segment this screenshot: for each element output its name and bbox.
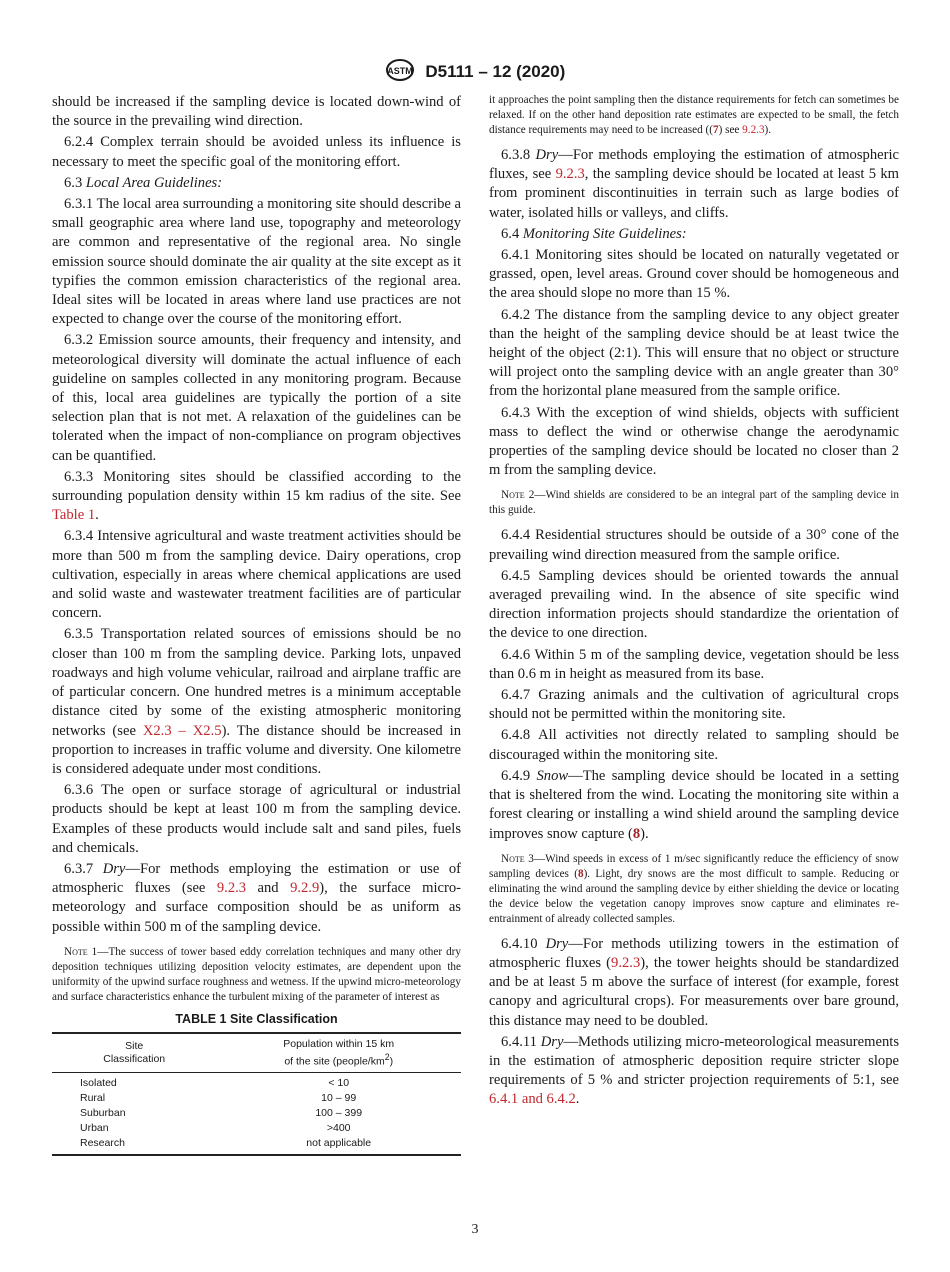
text: 6.4.10 [501,935,546,952]
citation-link[interactable]: 8 [632,825,641,842]
text: 6.4.4 Residential structures should be outside of a 30° cone of the prevailing wind direction measured from the sample orifice. [489,527,899,563]
population-cell: 100 – 399 [315,1107,363,1120]
site-class-cell: Isolated [80,1077,117,1090]
text: 6.4.2 The distance from the sampling device to any object greater than the height of the sampling device should be at least twice the height of the object (2:1). This will ensure that no object or structure will project onto the sampling device with an angle greater than 30° from the horizontal plane measured from the sample orifice. [489,306,899,400]
text: . [575,1091,580,1108]
text: 6.4 [501,225,523,242]
cross-reference-link[interactable]: 9.2.3 [555,166,585,183]
text: Local Area Guidelines: [85,174,223,191]
site-class-cell: Research [52,1136,216,1155]
note [52,945,461,1005]
table-caption: TABLE 1 Site Classification [175,1011,338,1026]
paragraph [489,935,899,1031]
cross-reference-link[interactable]: 9.2.3 [611,954,641,971]
table-row [52,1106,461,1121]
table-row [52,1136,461,1155]
cross-reference-link[interactable]: 6.4.1 and 6.4.2 [489,1091,576,1108]
paragraph [489,146,899,223]
paragraph [489,225,899,244]
citation-link[interactable]: 8 [577,867,584,880]
cross-reference-link[interactable]: 9.2.9 [290,880,320,897]
note [489,852,899,927]
site-class-cell: Urban [80,1122,109,1135]
header-line: of the site (people/km [284,1055,385,1068]
text: , the sampling device should be located at least 5 km from prominent discontinuities in terrain such as large bodies of water, isolated hills or valleys, and cliffs. [489,166,899,221]
paragraph [489,306,899,402]
text: . [95,507,99,524]
text: ). The distance should be increased in proportion to increases in traffic volume and diversity. One kilometre is considered adequate under most conditions. [52,722,461,777]
text: Dry [535,147,559,163]
site-class-cell: Rural [80,1092,106,1105]
table-row [52,1121,461,1136]
cross-reference-link[interactable]: Table 1 [52,507,96,524]
text: 1—The success of tower based eddy correlation techniques and many other dry deposition techniques utilizing deposition velocity estimates, are dependent upon the uniformity of the upwind surface roughness and wetness. If the upwind micro-meteorology and surface characteristics enhance the turbulent mixing of the parameter of interest as [52,945,461,1003]
cross-reference-link[interactable]: 9.2.3 [216,880,247,897]
paragraph [489,246,899,304]
text: ), the surface micro-meteorology and surface composition should be as uniform as possible within 500 m of the sampling device. [52,880,461,935]
page-number: 3 [471,1222,479,1237]
text: 3—Wind speeds in excess of 1 m/sec significantly reduce the efficiency of snow sampling devices ( [489,852,899,880]
text: 6.3.8 [501,147,536,163]
paragraph [489,767,899,844]
text: 2—Wind shields are considered to be an integral part of the sampling device in this guide. [489,489,899,517]
text: ). Light, dry snows are the most difficult to sample. Reducing or eliminating the wind around the sampling device by either shielding the device or locating the device below the vegetation canopy improves snow capture and eliminates re-entrainment of already collected samples. [489,867,899,925]
text: 6.4.3 With the exception of wind shields, objects with sufficient mass to deflect the wind or otherwise change the aerodynamic properties of the sampling device should be located no closer than 2 m from the sampling device. [489,404,899,479]
header-line: Site [125,1039,144,1052]
table-row [52,1073,461,1092]
paragraph [52,133,461,171]
paragraph [52,781,461,858]
text: should be increased if the sampling device is located down-wind of the source in the prevailing wind direction. [52,94,461,130]
designation: D5111 – 12 (2020) [425,61,566,81]
astm-logo-icon [385,58,415,87]
text: it approaches the point sampling then the distance requirements for fetch can sometimes be relaxed. If on the other hand deposition rate estimates are expected to be small, the fetch distance requirements may need to be increased (( [489,94,899,136]
population-cell: >400 [326,1122,351,1135]
paragraph [489,1033,899,1110]
text: 6.4.5 Sampling devices should be oriented towards the annual averaged prevailing wind. In the absence of site specific wind direction information projects should standardize the orientation of the device to one direction. [489,567,899,642]
text: Note [64,945,88,958]
text: —Methods utilizing micro-meteorological measurements in the estimation of atmospheric deposition require stricter slope requirements of 5 % and stricter projection requirements of 5:1, see [489,1033,900,1089]
text: ), the tower heights should be standardized and be at least 5 m above the surface of interest (for example, forest canopy and agricultural crops). For measurements over bare ground, this distance may need to be doubled. [489,954,899,1029]
paragraph [489,646,899,684]
site-classification-table [52,1013,461,1157]
paragraph [489,726,899,764]
paragraph [52,331,461,465]
text: 6.4.1 Monitoring sites should be located on naturally vegetated or grassed, open, level areas. Ground cover should be homogeneous and the area should slope no more than 15 %. [489,247,899,302]
superscript: 2 [384,1051,390,1062]
text: 6.2.4 Complex terrain should be avoided unless its influence is necessary to meet the specific goal of the monitoring effort. [52,134,461,170]
text: 6.3.1 The local area surrounding a monitoring site should describe a small geographic area where land use, topography and meteorology are common and representative of the regional area. No single emission source should dominate the air quality at the site except as it typifies the common emission characteristics of the regional area. Ideal sites will be located in areas where land use practices are not expected to change over the course of the monitoring effort. [52,196,461,328]
text: —For methods employing the estimation or use of atmospheric fluxes (see [52,860,461,897]
paragraph [52,625,461,779]
text: 6.3.4 Intensive agricultural and waste treatment activities should be more than 500 m from the sampling device. Dairy operations, crop cultivation, especially in areas where chemical applications are used and solid waste and wastewater treatment facilities are of particular concern. [52,528,461,622]
text: Note [501,852,525,865]
text: Snow [536,767,569,784]
text: 6.3 [64,174,86,191]
population-cell: not applicable [216,1136,461,1155]
text: ) see [718,124,743,136]
text: 6.4.7 Grazing animals and the cultivation of agricultural crops should not be permitted within the monitoring site. [489,687,899,723]
paragraph [489,404,899,481]
text: —The sampling device should be located in a setting that is sheltered from the wind. Locating the monitoring site within a forest clearing or installing a wind shield around the sampling device improves snow capture ( [489,767,899,842]
note [489,93,899,138]
text: Dry [545,935,569,952]
cross-reference-link[interactable]: 9.2.3 [742,124,765,136]
table-row [52,1091,461,1106]
paragraph [52,468,461,526]
header-line: Population within 15 km [283,1037,395,1050]
text: 6.3.5 Transportation related sources of emissions should be no closer than 100 m from the sampling device. Parking lots, unpaved roadways and high volume vehicular, railroad and airplane traffic are of particular concern. One hundred metres is a minimum acceptable distance cited by some of the existing atmospheric monitoring networks (see [52,626,461,739]
right-column [489,93,899,1112]
page-header [0,58,950,87]
text: 6.4.8 All activities not directly related to sampling should be discouraged within the monitoring site. [489,727,899,763]
text: Monitoring Site Guidelines: [522,225,687,242]
header-line: ) [389,1055,394,1068]
text: ). [764,124,772,136]
text: 6.3.3 Monitoring sites should be classified according to the surrounding population density within 15 km radius of the site. See [52,468,461,505]
text: 6.4.6 Within 5 m of the sampling device, vegetation should be less than 0.6 m in height as measured from its base. [489,646,899,682]
paragraph [52,174,461,193]
site-class-cell: Suburban [80,1107,126,1120]
paragraph [52,195,461,329]
paragraph [52,93,461,131]
text: —For methods utilizing towers in the estimation of atmospheric fluxes ( [489,935,899,971]
paragraph [489,567,899,644]
text: ). [640,825,649,842]
left-column [52,93,461,1156]
text: Dry [540,1033,564,1050]
text: 6.4.11 [501,1033,541,1050]
text: —For methods employing the estimation of atmospheric fluxes, see [489,147,899,183]
text: Dry [102,860,126,877]
note [489,488,899,518]
text: 6.3.7 [64,860,103,877]
citation-link[interactable]: 7 [712,124,719,136]
table-header [216,1033,461,1073]
population-cell: < 10 [328,1077,350,1090]
table-header [52,1033,216,1073]
text: 6.3.6 The open or surface storage of agricultural or industrial products should be kept at least 100 m from the sampling device. Examples of these products would include salt and sand piles, fuels and chemicals. [52,782,461,856]
paragraph [489,686,899,724]
paragraph [52,860,461,937]
population-cell: 10 – 99 [321,1092,357,1105]
paragraph [52,527,461,623]
cross-reference-link[interactable]: X2.3 – X2.5 [142,722,222,739]
text: Note [501,489,525,502]
svg-text:ASTM: ASTM [386,66,413,76]
text: 6.4.9 [501,767,537,784]
paragraph [489,526,899,564]
text: 6.3.2 Emission source amounts, their frequency and intensity, and meteorological diversity will dominate the actual influence of each guideline on samples collected in any monitoring program. Because of this, local area guidelines are typically the portion of a site selection plan that is not met. A relaxation of the guidelines can be tolerated when the impact of non-compliance on program objectives can be quantified. [52,332,461,464]
header-line: Classification [103,1052,166,1065]
text: and [246,880,291,897]
